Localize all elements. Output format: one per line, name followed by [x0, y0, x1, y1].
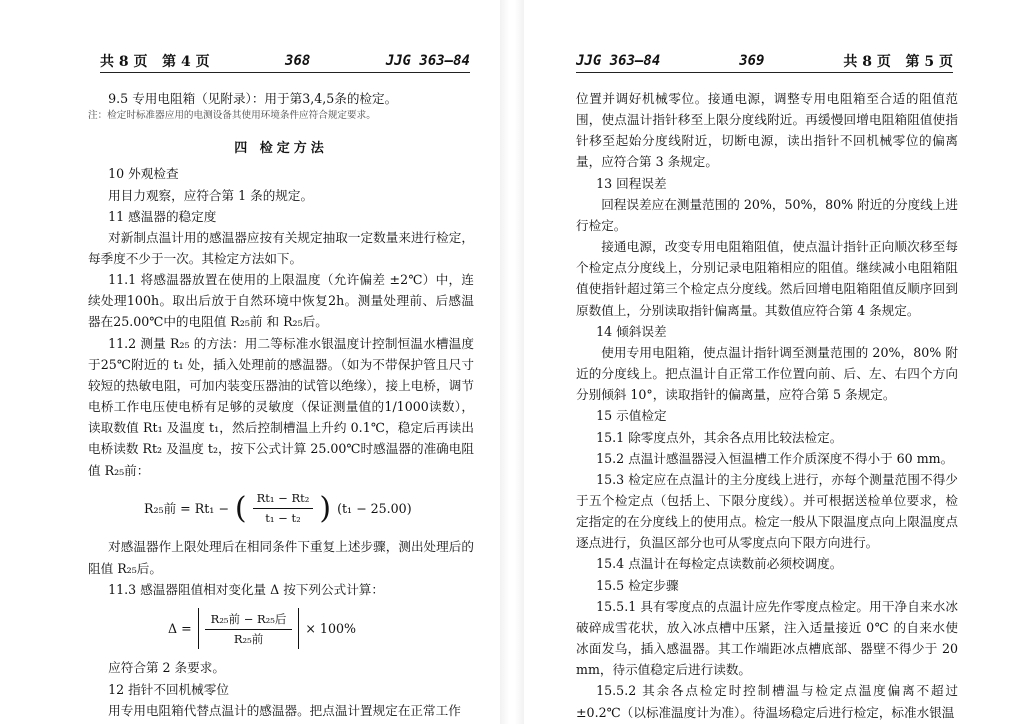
formula-resistance-lhs: R₂₅前 = Rt₁ − — [144, 500, 229, 516]
para-15-1: 15.1 除零度点外，其余各点用比较法检定。 — [596, 429, 843, 445]
formula-delta-numerator: R₂₅前 − R₂₅后 — [205, 610, 293, 630]
para-9-5: 9.5 专用电阻箱（见附录）：用于第3,4,5条的检定。 — [108, 91, 398, 106]
heading-14: 14 倾斜误差 — [596, 323, 667, 339]
para-conform: 应符合第 2 条要求。 — [108, 660, 225, 676]
right-page-number: 369 — [739, 53, 765, 69]
left-total-pages: 共 8 页 — [100, 54, 148, 70]
heading-15-5: 15.5 检定步骤 — [596, 577, 679, 593]
para-15-3: 15.3 检定应在点温计的主分度线上进行，亦每个测量范围不得少于五个检定点（包括上、下限分度线）。并可根据送检单位要求，检定指定的在分度线上的使用点。检定一般从下限温度点向上限温度点逐点进行，负温区部分也可从零度点向下限方向进行。 — [576, 471, 958, 551]
heading-15: 15 示值检定 — [596, 408, 667, 424]
formula-delta — [168, 608, 474, 650]
right-page-label: 第 5 页 — [905, 54, 953, 70]
para-after-formula: 对感温器作上限处理后在相同条件下重复上述步骤，测出处理后的阻值 R₂₅后。 — [88, 539, 474, 576]
para-13-a: 回程误差应在测量范围的 20%，50%，80% 附近的分度线上进行检定。 — [576, 196, 958, 233]
formula-resistance-denominator: t₁ − t₂ — [265, 511, 301, 526]
paren-close: ) — [319, 490, 332, 526]
formula-delta-denominator: R₂₅前 — [233, 632, 264, 647]
para-15-5-2: 15.5.2 其余各点检定时控制槽温与检定点温度偏离不超过 ±0.2℃（以标准温度计为准）。待温场稳定后进行检定，标准水银温 — [576, 683, 958, 720]
left-page — [0, 0, 500, 724]
para-14: 使用专用电阻箱，使点温计指针调至测量范围的 20%，80% 附近的分度线上。把点温计自正常工作位置向前、后、左、右四个方向分别倾斜 10°，读取指针的偏离量，应符合第 5 条规定。 — [576, 344, 958, 403]
heading-11: 11 感温器的稳定度 — [108, 208, 217, 224]
formula-delta-fraction — [205, 610, 293, 650]
para-15-5-1: 15.5.1 具有零度点的点温计应先作零度点检定。用干净自来水冰破碎成雪花状，放入冰点槽中压紧，注入适量接近 0℃ 的自来水使冰面发乌，插入感温器。其工作端距冰点槽底部、器壁不得少于 20 mm，待示值稳定后进行读数。 — [576, 598, 958, 678]
para-11-2: 11.2 测量 R₂₅ 的方法：用二等标准水银温度计控制恒温水槽温度于25℃附近的 t₁ 处，插入处理前的感温器。（如为不带保护管且尺寸较短的热敏电阻，可加内装变压器油的试管以绝缘），接上电桥，调节电桥工作电压使电桥有足够的灵敏度（保证测量值的1/1000读数），读取数值 Rt₁ 及温度 t₁，然后控制槽温上升约 0.1℃，稳定后再读出电桥读数 Rt₂ 及温度 t₂，按下公式计算 25.00℃时感温器的准确电阻值 R₂₅前： — [88, 335, 474, 478]
right-content — [576, 88, 958, 723]
heading-12: 12 指针不回机械零位 — [108, 681, 229, 697]
right-page — [524, 0, 1024, 724]
left-page-label: 第 4 页 — [162, 54, 210, 70]
formula-resistance-numerator: Rt₁ − Rt₂ — [253, 489, 314, 509]
formula-delta-tail: × 100% — [305, 621, 356, 637]
para-15-4: 15.4 点温计在每检定点读数前必须校调度。 — [596, 556, 843, 572]
section-heading: 四 检定方法 — [234, 140, 328, 156]
right-page-count — [843, 51, 953, 71]
left-standard-code: JJG 363—84 — [385, 53, 470, 69]
para-11-1: 11.1 将感温器放置在使用的上限温度（允许偏差 ±2℃）中，连续处理100h。取出后放于自然环境中恢复2h。测量处理前、后感温器在25.00℃中的电阻值 R₂₅前 和 R₂₅后。 — [88, 272, 474, 330]
right-standard-code: JJG 363—84 — [576, 53, 661, 69]
heading-10: 10 外观检查 — [108, 166, 179, 182]
footnote: 注：检定时标准器应用的电测设备其使用环境条件应符合规定要求。 — [88, 110, 376, 122]
para-12: 用专用电阻箱代替点温计的感温器。把点温计置规定在正常工作 — [108, 702, 461, 718]
left-running-head — [100, 50, 470, 73]
para-12-continued: 位置并调好机械零位。接通电源，调整专用电阻箱至合适的阻值范围，使点温计指针移至上限分度线附近。再缓慢回增电阻箱阻值使指针移至起始分度线附近，切断电源，读出指针不回机械零位的偏离量，应符合第 3 条规定。 — [576, 91, 958, 170]
right-total-pages: 共 8 页 — [843, 54, 891, 70]
left-page-number: 368 — [285, 53, 311, 69]
formula-resistance-fraction — [253, 489, 314, 529]
para-13-b: 接通电源，改变专用电阻箱阻值，使点温计指针正向顺次移至每个检定点分度线上，分别记录电阻箱相应的阻值。继续减小电阻箱阻值使指针超过第三个检定点分度线。然后回增电阻箱阻值反顺序回到原数值上，分别读取指针偏离量。其数值应符合第 4 条规定。 — [576, 239, 958, 318]
para-15-2: 15.2 点温计感温器浸入恒温槽工作介质深度不得小于 60 mm。 — [596, 450, 954, 466]
formula-resistance-tail: (t₁ − 25.00) — [337, 500, 412, 516]
heading-13: 13 回程误差 — [596, 175, 667, 191]
left-page-count — [100, 51, 210, 71]
formula-delta-lhs: Δ = — [168, 621, 192, 637]
right-running-head — [576, 50, 953, 73]
paren-open: ( — [234, 490, 247, 526]
book-gutter — [500, 0, 524, 724]
para-11-3: 11.3 感温器阻值相对变化量 Δ 按下列公式计算： — [108, 581, 384, 597]
para-10: 用目力观察，应符合第 1 条的规定。 — [108, 187, 314, 203]
formula-delta-absolute — [198, 608, 300, 650]
formula-resistance — [144, 489, 474, 529]
para-11: 对新制点温计用的感温器应按有关规定抽取一定数量来进行检定，每季度不少于一次。其检定方法如下。 — [88, 229, 474, 266]
left-content — [88, 88, 474, 721]
